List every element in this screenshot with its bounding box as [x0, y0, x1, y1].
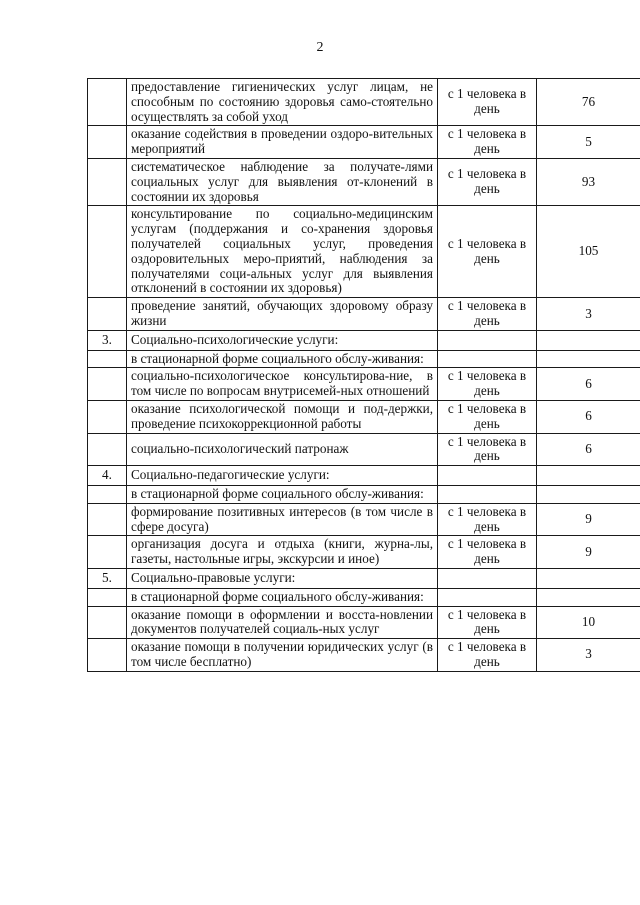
unit-cell: с 1 человека в день: [438, 79, 537, 126]
unit-cell: с 1 человека в день: [438, 126, 537, 159]
service-description-cell: оказание помощи в получении юридических услуг (в том числе бесплатно): [127, 639, 438, 672]
row-number-cell: [88, 368, 127, 401]
section-row: [88, 330, 640, 350]
row-number-cell: 3.: [88, 330, 127, 350]
service-description-cell: организация досуга и отдыха (книги, журна-лы, газеты, настольные игры, экскурсии и иное): [127, 536, 438, 569]
service-description-cell: предоставление гигиенических услуг лицам, не способным по состоянию здоровья само-стоятельно осуществлять за собой уход: [127, 79, 438, 126]
value-cell: 6: [537, 368, 640, 401]
table-row: [88, 126, 640, 159]
row-number-cell: [88, 485, 127, 503]
value-cell: 3: [537, 639, 640, 672]
table-row: [88, 503, 640, 536]
unit-cell: [438, 466, 537, 486]
section-row: [88, 466, 640, 486]
table-row: [88, 639, 640, 672]
unit-cell: с 1 человека в день: [438, 368, 537, 401]
unit-cell: с 1 человека в день: [438, 639, 537, 672]
unit-cell: [438, 588, 537, 606]
unit-cell: с 1 человека в день: [438, 536, 537, 569]
row-number-cell: 4.: [88, 466, 127, 486]
value-cell: [537, 350, 640, 368]
value-cell: [537, 588, 640, 606]
value-cell: 9: [537, 503, 640, 536]
table-row: [88, 368, 640, 401]
services-table-body: [88, 79, 640, 672]
service-description-cell: оказание психологической помощи и под-держки, проведение психокоррекционной работы: [127, 400, 438, 433]
value-cell: [537, 330, 640, 350]
form-heading-row: [88, 588, 640, 606]
services-table: [87, 78, 640, 672]
value-cell: 6: [537, 433, 640, 466]
section-row: [88, 568, 640, 588]
row-number-cell: [88, 158, 127, 205]
value-cell: [537, 466, 640, 486]
value-cell: 93: [537, 158, 640, 205]
row-number-cell: [88, 350, 127, 368]
service-description-cell: Социально-педагогические услуги:: [127, 466, 438, 486]
value-cell: 105: [537, 206, 640, 298]
table-row: [88, 206, 640, 298]
service-description-cell: оказание помощи в оформлении и восста-новлении документов получателей социаль-ных услуг: [127, 606, 438, 639]
unit-cell: с 1 человека в день: [438, 158, 537, 205]
table-row: [88, 606, 640, 639]
service-description-cell: оказание содействия в проведении оздоро-вительных мероприятий: [127, 126, 438, 159]
service-description-cell: в стационарной форме социального обслу-живания:: [127, 350, 438, 368]
table-row: [88, 158, 640, 205]
service-description-cell: социально-психологический патронаж: [127, 433, 438, 466]
unit-cell: с 1 человека в день: [438, 433, 537, 466]
row-number-cell: [88, 606, 127, 639]
row-number-cell: [88, 536, 127, 569]
service-description-cell: формирование позитивных интересов (в том числе в сфере досуга): [127, 503, 438, 536]
row-number-cell: 5.: [88, 568, 127, 588]
row-number-cell: [88, 639, 127, 672]
service-description-cell: в стационарной форме социального обслу-живания:: [127, 588, 438, 606]
table-row: [88, 433, 640, 466]
row-number-cell: [88, 503, 127, 536]
value-cell: 9: [537, 536, 640, 569]
unit-cell: с 1 человека в день: [438, 503, 537, 536]
service-description-cell: проведение занятий, обучающих здоровому образу жизни: [127, 298, 438, 331]
row-number-cell: [88, 126, 127, 159]
service-description-cell: систематическое наблюдение за получате-лями социальных услуг для выявления от-клонений в состоянии их здоровья: [127, 158, 438, 205]
service-description-cell: консультирование по социально-медицинским услугам (поддержания и со-хранения здоровья получателей социальных услуг, проведения оздоровительных меро-приятий, наблюдения за получателями соци-альных услуг для выявления отклонений в состоянии их здоровья): [127, 206, 438, 298]
value-cell: 6: [537, 400, 640, 433]
row-number-cell: [88, 206, 127, 298]
value-cell: 76: [537, 79, 640, 126]
table-row: [88, 400, 640, 433]
row-number-cell: [88, 588, 127, 606]
unit-cell: с 1 человека в день: [438, 400, 537, 433]
service-description-cell: Социально-психологические услуги:: [127, 330, 438, 350]
table-row: [88, 536, 640, 569]
unit-cell: с 1 человека в день: [438, 298, 537, 331]
page-number: 2: [316, 40, 324, 55]
form-heading-row: [88, 485, 640, 503]
value-cell: 5: [537, 126, 640, 159]
row-number-cell: [88, 433, 127, 466]
unit-cell: с 1 человека в день: [438, 606, 537, 639]
service-description-cell: социально-психологическое консультирова-ние, в том числе по вопросам внутрисемей-ных отношений: [127, 368, 438, 401]
form-heading-row: [88, 350, 640, 368]
table-row: [88, 298, 640, 331]
unit-cell: с 1 человека в день: [438, 206, 537, 298]
unit-cell: [438, 350, 537, 368]
value-cell: 10: [537, 606, 640, 639]
service-description-cell: в стационарной форме социального обслу-живания:: [127, 485, 438, 503]
value-cell: [537, 568, 640, 588]
row-number-cell: [88, 79, 127, 126]
unit-cell: [438, 485, 537, 503]
service-description-cell: Социально-правовые услуги:: [127, 568, 438, 588]
value-cell: [537, 485, 640, 503]
value-cell: 3: [537, 298, 640, 331]
unit-cell: [438, 568, 537, 588]
unit-cell: [438, 330, 537, 350]
row-number-cell: [88, 400, 127, 433]
table-row: [88, 79, 640, 126]
row-number-cell: [88, 298, 127, 331]
